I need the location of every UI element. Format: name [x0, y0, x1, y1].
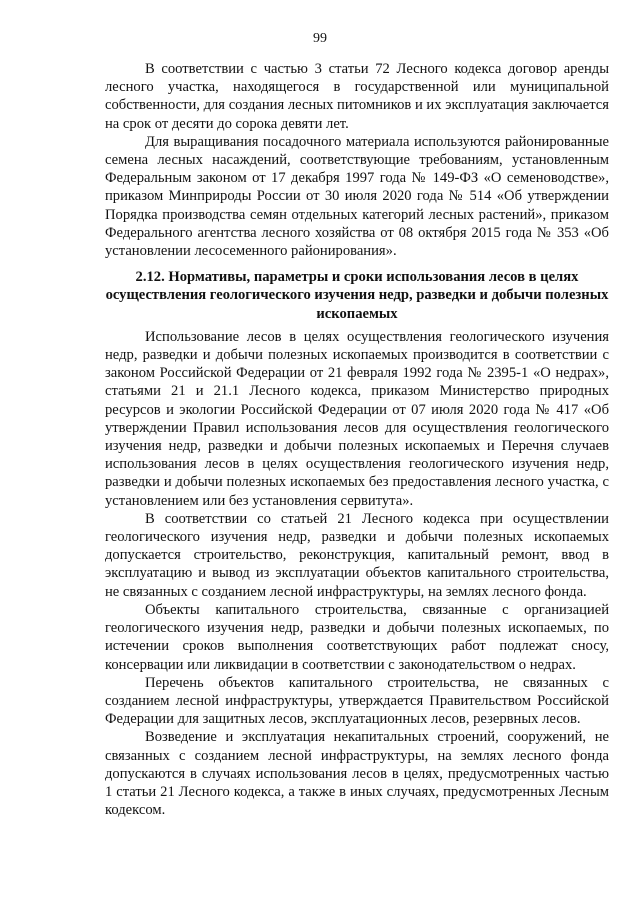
paragraph: Использование лесов в целях осуществления геологического изучения недр, разведки и добычи полезных ископаемых производится в соответствии с законом Российской Федерации от 21 февраля 1992 года № 2395-1 «О недрах», статьями 21 и 21.1 Лесного кодекса, приказом Министерство природных ресурсов и экологии Российской Федерации от 07 июля 2020 года № 417 «Об утверждении Правил использования лесов для осуществления геологического изучения недр, разведки и добычи полезных ископаемых и Перечня случаев использования лесов в целях осуществления геологического изучения недр, разведки и добычи полезных ископаемых без предоставления лесного участка, с установлением или без установления сервитута».	[105, 328, 609, 509]
paragraph: Для выращивания посадочного материала используются районированные семена лесных насаждений, соответствующие требованиям, установленным Федеральным законом от 17 декабря 1997 года № 149-ФЗ «О семеноводстве», приказом Минприроды России от 30 июля 2020 года № 514 «Об утверждении Порядка производства семян отдельных категорий лесных растений», приказом Федерального агентства лесного хозяйства от 08 октября 2015 года № 353 «Об установлении лесосеменного районирования».	[105, 133, 609, 260]
document-body	[105, 60, 609, 819]
section-heading: 2.12. Нормативы, параметры и сроки использования лесов в целях осуществления геологического изучения недр, разведки и добычи полезных ископаемых	[105, 269, 609, 322]
page-number: 99	[313, 31, 327, 46]
paragraph: В соответствии с частью 3 статьи 72 Лесного кодекса договор аренды лесного участка, находящегося в государственной или муниципальной собственности, для создания лесных питомников и их эксплуатация заключается на срок от десяти до сорока девяти лет.	[105, 61, 609, 132]
paragraph: Объекты капитального строительства, связанные с организацией геологического изучения недр, разведки и добычи полезных ископаемых, по истечении сроков выполнения соответствующих работ подлежат сносу, консервации или ликвидации в соответствии с законодательством о недрах.	[105, 601, 609, 673]
paragraph: Перечень объектов капитального строительства, не связанных с созданием лесной инфраструктуры, утверждается Правительством Российской Федерации для защитных лесов, эксплуатационных лесов, резервных лесов.	[105, 674, 609, 728]
paragraph: Возведение и эксплуатация некапитальных строений, сооружений, не связанных с созданием лесной инфраструктуры, на землях лесного фонда допускаются в случаях использования лесов в целях, предусмотренных частью 1 статьи 21 Лесного кодекса, а также в иных случаях, предусмотренных Лесным кодексом.	[105, 729, 609, 819]
paragraph: В соответствии со статьей 21 Лесного кодекса при осуществлении геологического изучения недр, разведки и добычи полезных ископаемых допускается строительство, реконструкция, капитальный ремонт, ввод в эксплуатацию и вывод из эксплуатации объектов капитального строительства, не связанных с созданием лесной инфраструктуры, на землях лесного фонда.	[105, 510, 609, 600]
